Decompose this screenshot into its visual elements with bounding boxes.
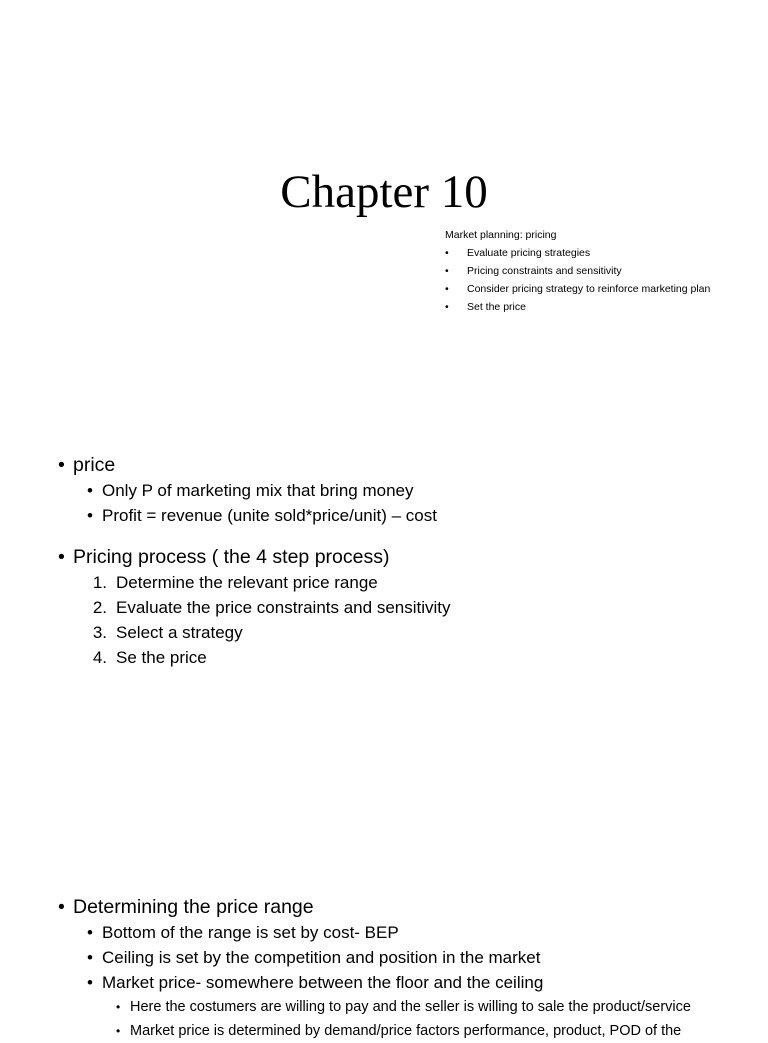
list-item xyxy=(445,246,730,260)
subtitle-list xyxy=(445,246,730,314)
list-item xyxy=(445,300,730,314)
list-item-text: Pricing constraints and sensitivity xyxy=(467,265,622,277)
numbered-item xyxy=(87,620,758,645)
numbered-item xyxy=(87,645,758,670)
bullet-heading xyxy=(58,452,758,478)
sub-bullet-text: Only P of marketing mix that bring money xyxy=(102,481,414,500)
item-number: 4. xyxy=(92,648,107,667)
bullet-icon: • xyxy=(445,301,449,313)
bullet-icon: • xyxy=(58,896,65,918)
bullet-icon: • xyxy=(116,1024,121,1038)
page-title: Chapter 10 xyxy=(280,166,488,218)
list-item xyxy=(445,264,730,278)
list-item-text: Evaluate pricing strategies xyxy=(467,247,591,259)
list-item-text: Set the price xyxy=(467,301,526,313)
sub-bullet xyxy=(87,920,758,945)
sub-sub-bullet-text: Market price is determined by demand/price factors performance, product, POD of the xyxy=(130,1023,682,1039)
sub-bullet xyxy=(87,945,758,970)
bullet-icon: • xyxy=(87,506,93,525)
numbered-item xyxy=(87,595,758,620)
numbered-item-text: Evaluate the price constraints and sensitivity xyxy=(116,598,451,617)
sub-bullet xyxy=(87,478,758,503)
bullet-icon: • xyxy=(58,454,65,476)
bullet-icon: • xyxy=(116,1000,121,1014)
sub-bullet-text: Market price- somewhere between the floor and the ceiling xyxy=(102,973,544,992)
item-number: 1. xyxy=(92,573,107,592)
bullet-icon: • xyxy=(445,283,449,295)
bullet-heading xyxy=(58,544,758,570)
bullet-icon: • xyxy=(87,948,93,967)
bullet-heading xyxy=(58,894,758,920)
bullet-icon: • xyxy=(445,265,449,277)
sub-bullet-text: Ceiling is set by the competition and position in the market xyxy=(102,948,541,967)
numbered-item-text: Determine the relevant price range xyxy=(116,573,378,592)
item-number: 2. xyxy=(92,598,107,617)
sub-sub-bullet-text: Here the costumers are willing to pay and the seller is willing to sale the product/service xyxy=(130,999,691,1015)
item-number: 3. xyxy=(92,623,107,642)
sub-sub-bullet xyxy=(116,1019,758,1043)
bullet-icon: • xyxy=(87,973,93,992)
bullet-icon: • xyxy=(87,923,93,942)
sub-bullet xyxy=(87,970,758,995)
price-range-section xyxy=(58,894,758,1043)
bullet-icon: • xyxy=(87,481,93,500)
heading-text: price xyxy=(73,454,116,476)
chapter-subtitle xyxy=(445,228,730,318)
bullet-icon: • xyxy=(58,546,65,568)
subtitle-lead: Market planning: pricing xyxy=(445,229,557,241)
sub-sub-bullet xyxy=(116,995,758,1019)
numbered-item xyxy=(87,570,758,595)
numbered-item-text: Select a strategy xyxy=(116,623,243,642)
heading-text: Pricing process ( the 4 step process) xyxy=(73,546,390,568)
sub-bullet-text: Bottom of the range is set by cost- BEP xyxy=(102,923,399,942)
heading-text: Determining the price range xyxy=(73,896,314,918)
list-item xyxy=(445,282,730,296)
sub-bullet xyxy=(87,503,758,528)
list-item-text: Consider pricing strategy to reinforce marketing plan xyxy=(467,283,711,295)
sub-bullet-text: Profit = revenue (unite sold*price/unit) – cost xyxy=(102,506,437,525)
pricing-section xyxy=(58,452,758,670)
bullet-icon: • xyxy=(445,247,449,259)
numbered-item-text: Se the price xyxy=(116,648,207,667)
